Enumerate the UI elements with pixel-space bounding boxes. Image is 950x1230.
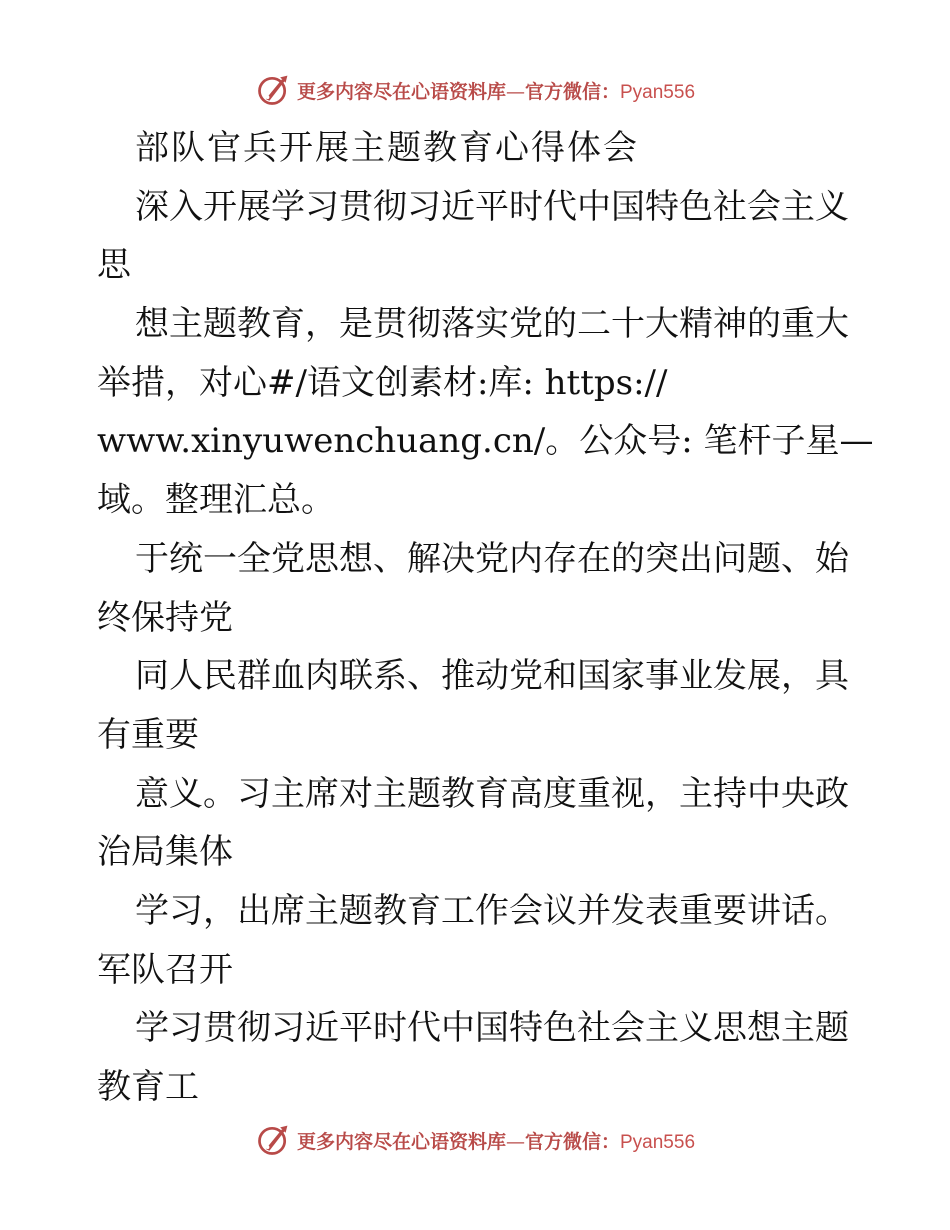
text-line: 学习贯彻习近平时代中国特色社会主义思想主题 [135, 1008, 849, 1049]
header-wechat-id: Pyan556 [620, 81, 696, 103]
text-line: 意义。习主席对主题教育高度重视，主持中央政 [135, 773, 849, 814]
footer-brand-text: 更多内容尽在心语资料库 [296, 1130, 506, 1153]
text-line: 思 [97, 245, 131, 286]
text-line: 域。整理汇总。 [97, 480, 335, 521]
footer-separator: — [505, 1130, 525, 1153]
text-line: 举措，对心#/语文创素材:库: https:// [97, 362, 668, 403]
document-title: 部队官兵开展主题教育心得体会 [135, 128, 639, 168]
footer-wechat-label: 官方微信： [524, 1130, 620, 1153]
quill-pen-circle-logo-icon [255, 72, 291, 108]
header-banner [0, 70, 950, 110]
text-line: www.xinyuwenchuang.cn/。公众号: 笔杆子星— [97, 421, 874, 462]
text-line: 治局集体 [97, 832, 233, 873]
header-brand-text: 更多内容尽在心语资料库 [296, 80, 506, 103]
quill-pen-circle-logo-icon [255, 1122, 291, 1158]
text-line: 军队召开 [97, 949, 233, 990]
footer-brand-line [297, 1127, 695, 1154]
text-line: 想主题教育，是贯彻落实党的二十大精神的重大 [135, 304, 849, 345]
text-line: 于统一全党思想、解决党内存在的突出问题、始 [135, 538, 849, 579]
document-body [97, 119, 874, 1117]
header-separator: — [505, 80, 525, 103]
footer-wechat-id: Pyan556 [620, 1131, 696, 1153]
text-line: 深入开展学习贯彻习近平时代中国特色社会主义 [135, 186, 849, 227]
text-line: 同人民群血肉联系、推动党和国家事业发展，具 [135, 656, 849, 697]
text-line: 学习，出席主题教育工作会议并发表重要讲话。 [135, 890, 849, 931]
text-line: 终保持党 [97, 597, 233, 638]
text-line: 有重要 [97, 714, 199, 755]
footer-banner [0, 1120, 950, 1160]
header-wechat-label: 官方微信： [524, 80, 620, 103]
text-line: 教育工 [97, 1067, 199, 1107]
header-brand-line [297, 77, 695, 104]
